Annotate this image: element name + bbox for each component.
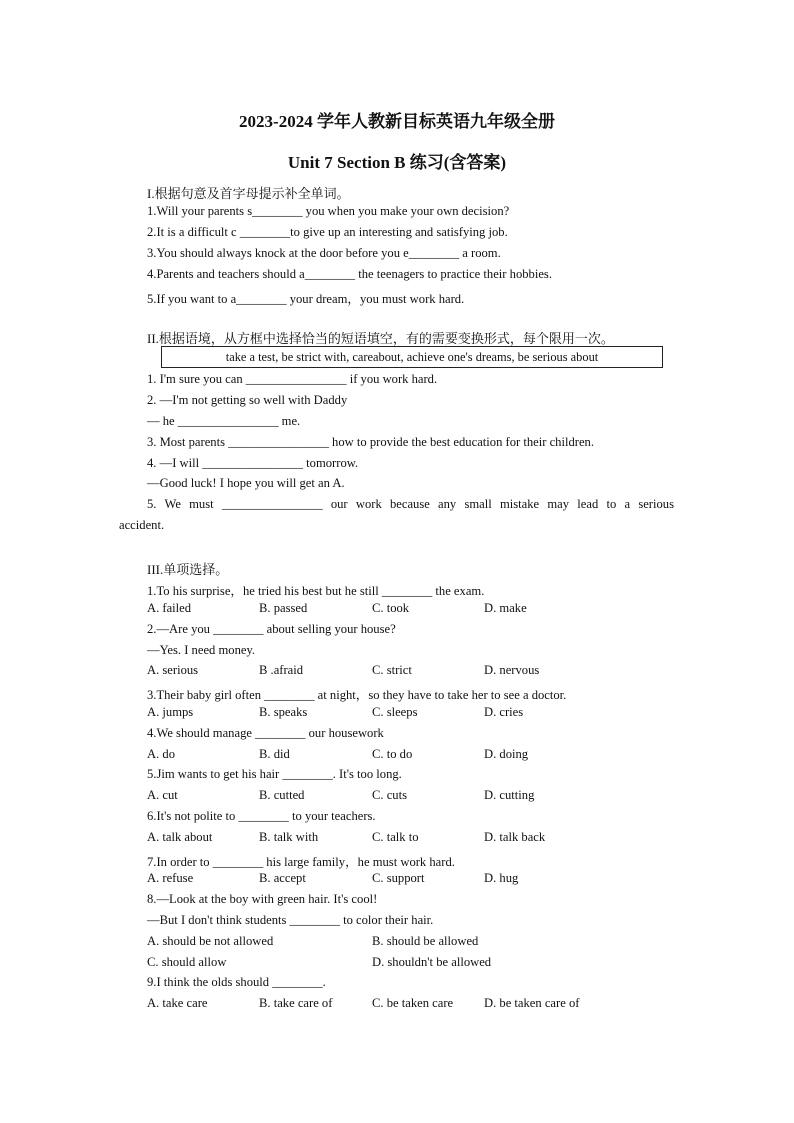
question-5-option-a: A. cut xyxy=(147,788,178,802)
question-9-option-d: D. be taken care of xyxy=(484,996,580,1010)
question-7-stem: 7.In order to ________ his large family，he must work hard. xyxy=(147,855,455,869)
question-5-option-c: C. cuts xyxy=(372,788,407,802)
question-7-option-b: B. accept xyxy=(259,871,306,885)
question-6-option-c: C. talk to xyxy=(372,830,419,844)
section-2-line-5-cont: accident. xyxy=(119,518,165,532)
question-1-option-d: D. make xyxy=(484,601,527,615)
document-subtitle: Unit 7 Section B 练习(含答案) xyxy=(287,153,507,172)
question-7-option-a: A. refuse xyxy=(147,871,194,885)
section-2-line: — he ________________ me. xyxy=(147,414,301,428)
question-8-option-a: A. should be not allowed xyxy=(147,934,274,948)
question-3-option-a: A. jumps xyxy=(147,705,194,719)
question-6-option-b: B. talk with xyxy=(259,830,319,844)
section-2-line: 4. —I will ________________ tomorrow. xyxy=(147,456,359,470)
question-4-stem: 4.We should manage ________ our housework xyxy=(147,726,384,740)
question-7-option-d: D. hug xyxy=(484,871,519,885)
question-8-option-b: B. should be allowed xyxy=(372,934,479,948)
question-4-option-b: B. did xyxy=(259,747,290,761)
section-1-item: 1.Will your parents s________ you when you make your own decision? xyxy=(147,204,510,218)
section-1-item: 2.It is a difficult c ________to give up an interesting and satisfying job. xyxy=(147,225,508,239)
question-3-option-c: C. sleeps xyxy=(372,705,418,719)
question-7-option-c: C. support xyxy=(372,871,425,885)
question-3-option-b: B. speaks xyxy=(259,705,308,719)
section-3-heading: III.单项选择。 xyxy=(147,562,229,577)
question-9-option-c: C. be taken care xyxy=(372,996,454,1010)
question-2-stem-reply: —Yes. I need money. xyxy=(147,643,256,657)
question-8-option-c: C. should allow xyxy=(147,955,227,969)
question-1-stem: 1.To his surprise，he tried his best but he still ________ the exam. xyxy=(147,584,485,598)
section-1-item: 4.Parents and teachers should a________ the teenagers to practice their hobbies. xyxy=(147,267,552,281)
section-2-line: 3. Most parents ________________ how to provide the best education for their children. xyxy=(147,435,594,449)
question-9-stem: 9.I think the olds should ________. xyxy=(147,975,326,989)
question-9-option-b: B. take care of xyxy=(259,996,333,1010)
question-6-option-d: D. talk back xyxy=(484,830,546,844)
question-1-option-a: A. failed xyxy=(147,601,192,615)
question-5-stem: 5.Jim wants to get his hair ________. It's too long. xyxy=(147,767,402,781)
section-2-line: 1. I'm sure you can ________________ if you work hard. xyxy=(147,372,438,386)
question-9-option-a: A. take care xyxy=(147,996,208,1010)
question-1-option-b: B. passed xyxy=(259,601,308,615)
question-4-option-d: D. doing xyxy=(484,747,529,761)
question-3-stem: 3.Their baby girl often ________ at night，so they have to take her to see a doctor. xyxy=(147,688,567,702)
question-2-option-b: B .afraid xyxy=(259,663,304,677)
section-2-heading: II.根据语境，从方框中选择恰当的短语填空，有的需要变换形式，每个限用一次。 xyxy=(147,331,614,346)
question-8-stem-reply: —But I don't think students ________ to color their hair. xyxy=(147,913,434,927)
question-1-option-c: C. took xyxy=(372,601,410,615)
section-2-line-5: 5. We must ________________ our work because any small mistake may lead to a serious xyxy=(147,497,674,511)
question-5-option-b: B. cutted xyxy=(259,788,305,802)
section-1-item: 5.If you want to a________ your dream，you must work hard. xyxy=(147,292,465,306)
question-2-option-d: D. nervous xyxy=(484,663,540,677)
phrase-box: take a test, be strict with, careabout, achieve one's dreams, be serious about xyxy=(161,346,663,368)
section-2-line: 2. —I'm not getting so well with Daddy xyxy=(147,393,348,407)
question-6-option-a: A. talk about xyxy=(147,830,213,844)
question-6-stem: 6.It's not polite to ________ to your teachers. xyxy=(147,809,376,823)
question-2-option-c: C. strict xyxy=(372,663,412,677)
question-4-option-c: C. to do xyxy=(372,747,413,761)
question-3-option-d: D. cries xyxy=(484,705,524,719)
question-4-option-a: A. do xyxy=(147,747,175,761)
section-1-item: 3.You should always knock at the door before you e________ a room. xyxy=(147,246,501,260)
question-5-option-d: D. cutting xyxy=(484,788,535,802)
section-2-line: —Good luck! I hope you will get an A. xyxy=(147,476,345,490)
document-title: 2023-2024 学年人教新目标英语九年级全册 xyxy=(239,112,555,131)
question-2-stem: 2.—Are you ________ about selling your house? xyxy=(147,622,396,636)
section-1-heading: I.根据句意及首字母提示补全单词。 xyxy=(147,186,350,201)
question-2-option-a: A. serious xyxy=(147,663,199,677)
question-8-stem: 8.—Look at the boy with green hair. It's cool! xyxy=(147,892,378,906)
question-8-option-d: D. shouldn't be allowed xyxy=(372,955,492,969)
